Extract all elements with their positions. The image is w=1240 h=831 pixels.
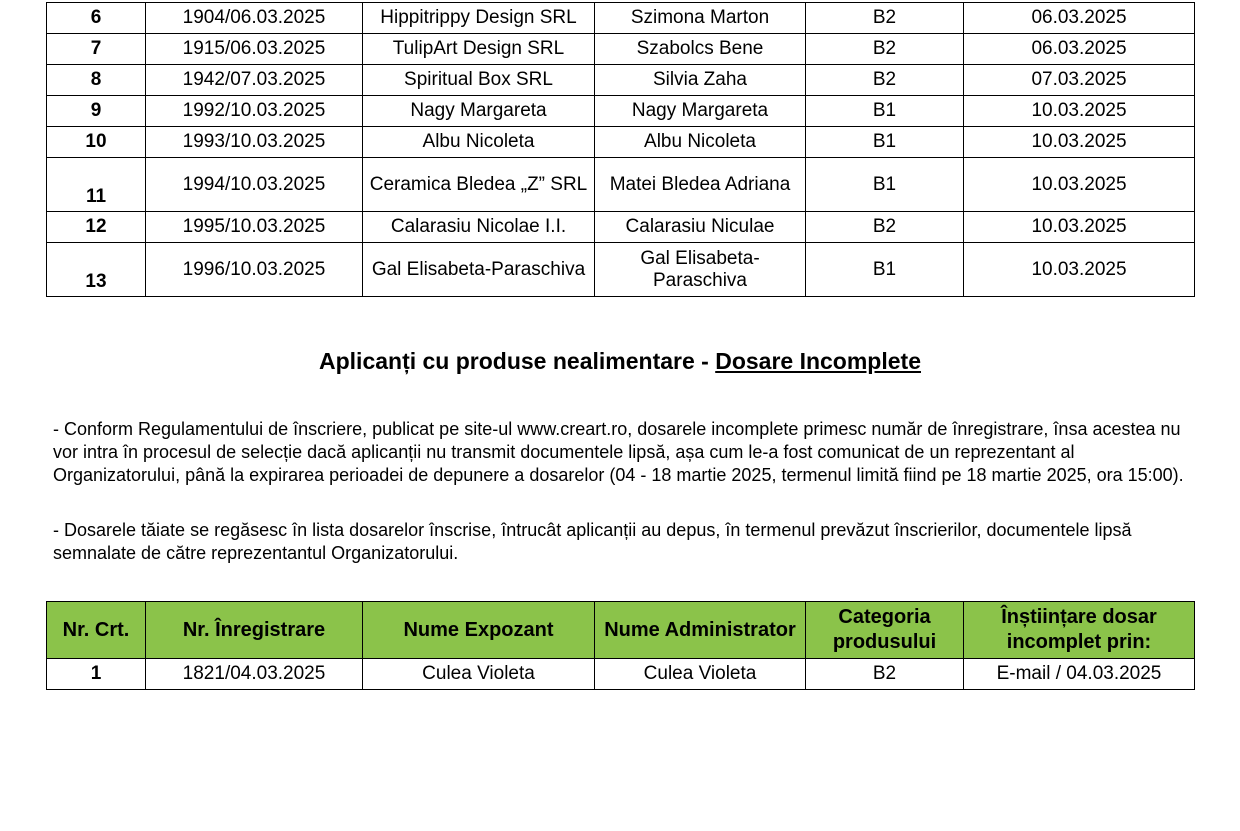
exhibitor-name: Culea Violeta: [363, 659, 595, 690]
administrator-name: Albu Nicoleta: [595, 127, 806, 158]
product-category: B1: [806, 96, 964, 127]
exhibitor-name: TulipArt Design SRL: [363, 34, 595, 65]
table-row: [47, 65, 1195, 96]
column-header-registration: Nr. Înregistrare: [146, 602, 363, 659]
exhibitor-name: Gal Elisabeta-Paraschiva: [363, 243, 595, 297]
table-header-row: [47, 602, 1195, 659]
registration-date: 10.03.2025: [964, 96, 1195, 127]
registration-date: 10.03.2025: [964, 212, 1195, 243]
column-header-exhibitor: Nume Expozant: [363, 602, 595, 659]
registration-date: 07.03.2025: [964, 65, 1195, 96]
registration-date: 06.03.2025: [964, 3, 1195, 34]
table-row: [47, 243, 1195, 297]
product-category: B2: [806, 212, 964, 243]
registration-date: 10.03.2025: [964, 158, 1195, 212]
product-category: B2: [806, 3, 964, 34]
exhibitor-name: Ceramica Bledea „Z” SRL: [363, 158, 595, 212]
registration-number: 1821/04.03.2025: [146, 659, 363, 690]
administrator-name: Gal Elisabeta-Paraschiva: [595, 243, 806, 297]
registration-number: 1942/07.03.2025: [146, 65, 363, 96]
crossed-files-note: - Dosarele tăiate se regăsesc în lista dosarelor înscrise, întrucât aplicanții au depus, în termenul prevăzut înscrierilor, documentele lipsă semnalate de către reprezentantul Organizatorului.: [53, 520, 1132, 563]
registration-date: 10.03.2025: [964, 127, 1195, 158]
registration-number: 1992/10.03.2025: [146, 96, 363, 127]
product-category: B2: [806, 659, 964, 690]
column-header-administrator: Nume Administrator: [595, 602, 806, 659]
row-number: 13: [47, 243, 146, 297]
registration-date: 06.03.2025: [964, 34, 1195, 65]
registration-date: 10.03.2025: [964, 243, 1195, 297]
registration-number: 1915/06.03.2025: [146, 34, 363, 65]
table-row: [47, 3, 1195, 34]
row-number: 8: [47, 65, 146, 96]
row-number: 6: [47, 3, 146, 34]
exhibitor-name: Spiritual Box SRL: [363, 65, 595, 96]
registration-number: 1993/10.03.2025: [146, 127, 363, 158]
incomplete-notification: E-mail / 04.03.2025: [964, 659, 1195, 690]
row-number: 9: [47, 96, 146, 127]
administrator-name: Nagy Margareta: [595, 96, 806, 127]
product-category: B1: [806, 158, 964, 212]
administrator-name: Silvia Zaha: [595, 65, 806, 96]
section-title: [0, 346, 1240, 376]
registration-number: 1904/06.03.2025: [146, 3, 363, 34]
row-number: 7: [47, 34, 146, 65]
administrator-name: Calarasiu Niculae: [595, 212, 806, 243]
table-row: [47, 34, 1195, 65]
product-category: B1: [806, 243, 964, 297]
product-category: B2: [806, 34, 964, 65]
column-header-category: Categoria produsului: [806, 602, 964, 659]
column-header-nr: Nr. Crt.: [47, 602, 146, 659]
table-row: [47, 127, 1195, 158]
row-number: 1: [47, 659, 146, 690]
exhibitor-name: Albu Nicoleta: [363, 127, 595, 158]
exhibitor-name: Calarasiu Nicolae I.I.: [363, 212, 595, 243]
row-number: 11: [47, 158, 146, 212]
registered-applicants-table: [46, 2, 1195, 297]
section-title-underlined: Dosare Incomplete: [715, 348, 921, 374]
exhibitor-name: Hippitrippy Design SRL: [363, 3, 595, 34]
product-category: B2: [806, 65, 964, 96]
registration-number: 1994/10.03.2025: [146, 158, 363, 212]
administrator-name: Szimona Marton: [595, 3, 806, 34]
registration-rules-note: - Conform Regulamentului de înscriere, publicat pe site-ul www.creart.ro, dosarele incomplete primesc număr de înregistrare, însa acestea nu vor intra în procesul de selecție dacă aplicanții nu transmit documentele lipsă, așa cum le-a fost comunicat de un reprezentant al Organizatorului, până la expirarea perioadei de depunere a dosarelor (04 - 18 martie 2025, termenul limită fiind pe 18 martie 2025, ora 15:00).: [53, 419, 1184, 485]
registration-number: 1995/10.03.2025: [146, 212, 363, 243]
column-header-notification: Înștiințare dosar incomplet prin:: [964, 602, 1195, 659]
table-row: [47, 96, 1195, 127]
row-number: 12: [47, 212, 146, 243]
administrator-name: Culea Violeta: [595, 659, 806, 690]
administrator-name: Matei Bledea Adriana: [595, 158, 806, 212]
table-row: [47, 212, 1195, 243]
table-row: [47, 659, 1195, 690]
row-number: 10: [47, 127, 146, 158]
table-row: [47, 158, 1195, 212]
registration-number: 1996/10.03.2025: [146, 243, 363, 297]
incomplete-files-table: [46, 601, 1195, 690]
product-category: B1: [806, 127, 964, 158]
section-title-prefix: Aplicanți cu produse nealimentare -: [319, 348, 716, 374]
administrator-name: Szabolcs Bene: [595, 34, 806, 65]
exhibitor-name: Nagy Margareta: [363, 96, 595, 127]
